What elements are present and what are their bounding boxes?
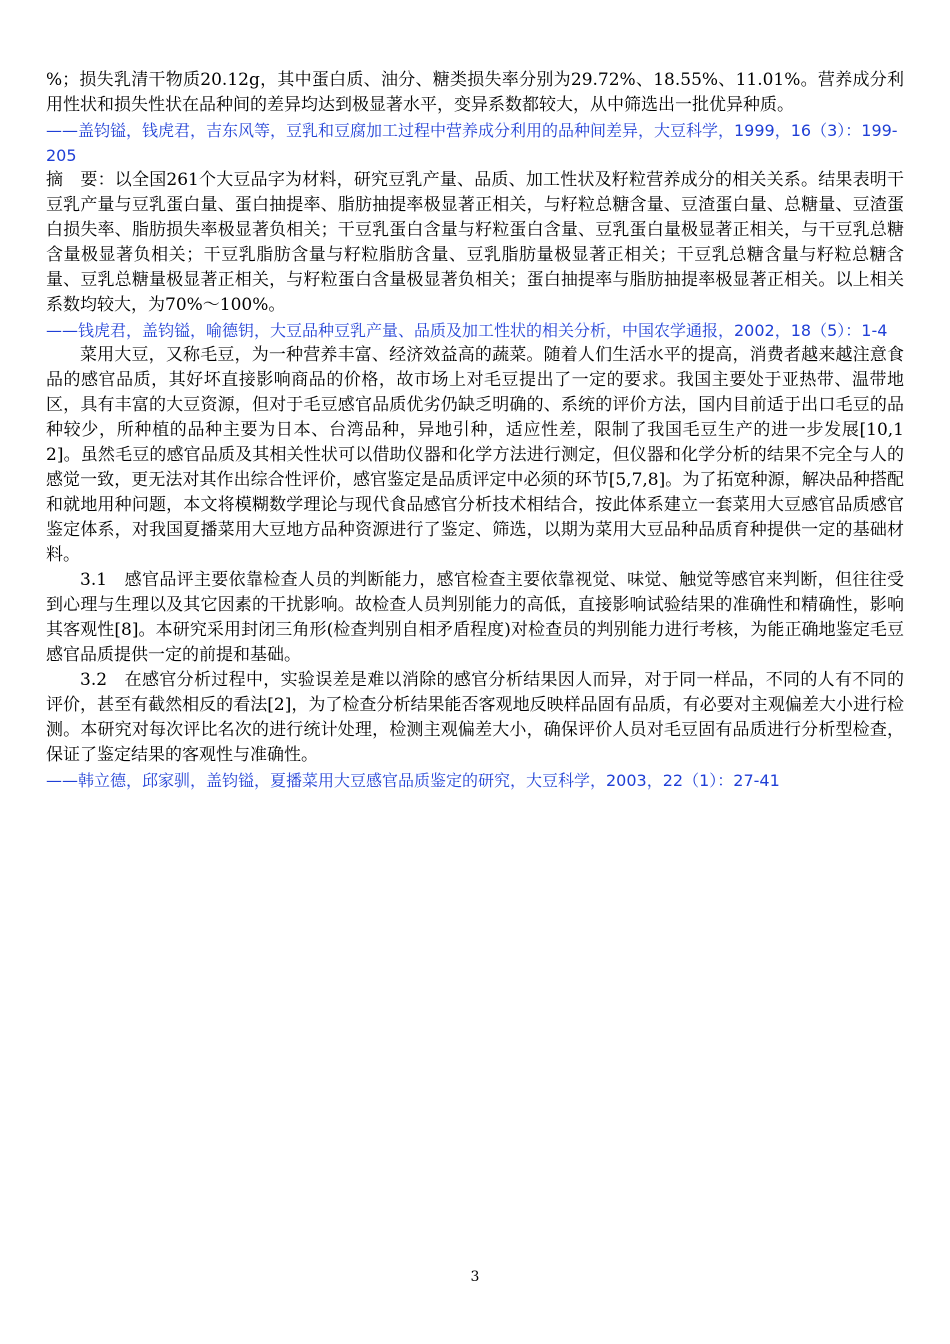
citation-han-2003: ——韩立德，邱家驯，盖钧镒，夏播菜用大豆感官品质鉴定的研究，大豆科学，2003，22（1）：27-41 [46,771,780,790]
paragraph-section-3-1: 3.1 感官品评主要依靠检查人员的判断能力，感官检查主要依靠视觉、味觉、触觉等感官来判断，但往往受到心理与生理以及其它因素的干扰影响。故检查人员判别能力的高低，直接影响试验结果的准确性和精确性，影响其客观性[8]。本研究采用封闭三角形(检查判别自相矛盾程度)对检查员的判别能力进行考核，为能正确地鉴定毛豆感官品质提供一定的前提和基础。 [46,570,904,665]
paragraph-section-3-2: 3.2 在感官分析过程中，实验误差是难以消除的感官分析结果因人而异，对于同一样品，不同的人有不同的评价，甚至有截然相反的看法[2]，为了检查分析结果能否客观地反映样品固有品质，有必要对主观偏差大小进行检测。本研究对每次评比名次的进行统计处理，检测主观偏差大小，确保评价人员对毛豆固有品质进行分析型检查，保证了鉴定结果的客观性与准确性。 [46,670,904,765]
citation-qian-2002: ——钱虎君，盖钧镒，喻德钥，大豆品种豆乳产量、品质及加工性状的相关分析，中国农学通报，2002，18（5）：1-4 [46,321,888,340]
paragraph-vegetable-soybean: 菜用大豆，又称毛豆，为一种营养丰富、经济效益高的蔬菜。随着人们生活水平的提高，消费者越来越注意食品的感官品质，其好坏直接影响商品的价格，故市场上对毛豆提出了一定的要求。我国主要处于亚热带、温带地区，具有丰富的大豆资源，但对于毛豆感官品质优劣仍缺乏明确的、系统的评价方法，国内目前适于出口毛豆的品种较少，所种植的品种主要为日本、台湾品种，异地引种，适应性差，限制了我国毛豆生产的进一步发展[10,12]。虽然毛豆的感官品质及其相关性状可以借助仪器和化学方法进行测定，但仪器和化学分析的结果不完全与人的感觉一致，更无法对其作出综合性评价，感官鉴定是品质评定中必须的环节[5,7,8]。为了拓宽种源，解决品种搭配和就地用种问题，本文将模糊数学理论与现代食品感官分析技术相结合，按此体系建立一套菜用大豆感官品质感官鉴定体系，对我国夏播菜用大豆地方品种资源进行了鉴定、筛选，以期为菜用大豆品种品质育种提供一定的基础材料。 [46,345,904,565]
page-number: 3 [470,1269,480,1285]
document-body [46,68,904,793]
paragraph-loss-summary: %；损失乳清干物质20.12g，其中蛋白质、油分、糖类损失率分别为29.72%、18.55%、11.01%。营养成分利用性状和损失性状在品种间的差异均达到极显著水平，变异系数都较大，从中筛选出一批优异种质。 [46,70,904,115]
citation-gai-1999: ——盖钧镒，钱虎君，吉东风等，豆乳和豆腐加工过程中营养成分利用的品种间差异，大豆科学，1999，16（3）：199-205 [46,121,898,165]
paragraph-abstract: 摘 要：以全国261个大豆品字为材料，研究豆乳产量、品质、加工性状及籽粒营养成分的相关关系。结果表明干豆乳产量与豆乳蛋白量、蛋白抽提率、脂肪抽提率极显著正相关，与籽粒总糖含量、豆渣蛋白量、总糖量、豆渣蛋白损失率、脂肪损失率极显著负相关；干豆乳蛋白含量与籽粒蛋白含量、豆乳蛋白量极显著正相关，与干豆乳总糖含量极显著负相关；干豆乳脂肪含量与籽粒脂肪含量、豆乳脂肪量极显著正相关；干豆乳总糖含量与籽粒总糖含量、豆乳总糖量极显著正相关，与籽粒蛋白含量极显著负相关；蛋白抽提率与脂肪抽提率极显著正相关。以上相关系数均较大，为70%～100%。 [46,170,904,315]
